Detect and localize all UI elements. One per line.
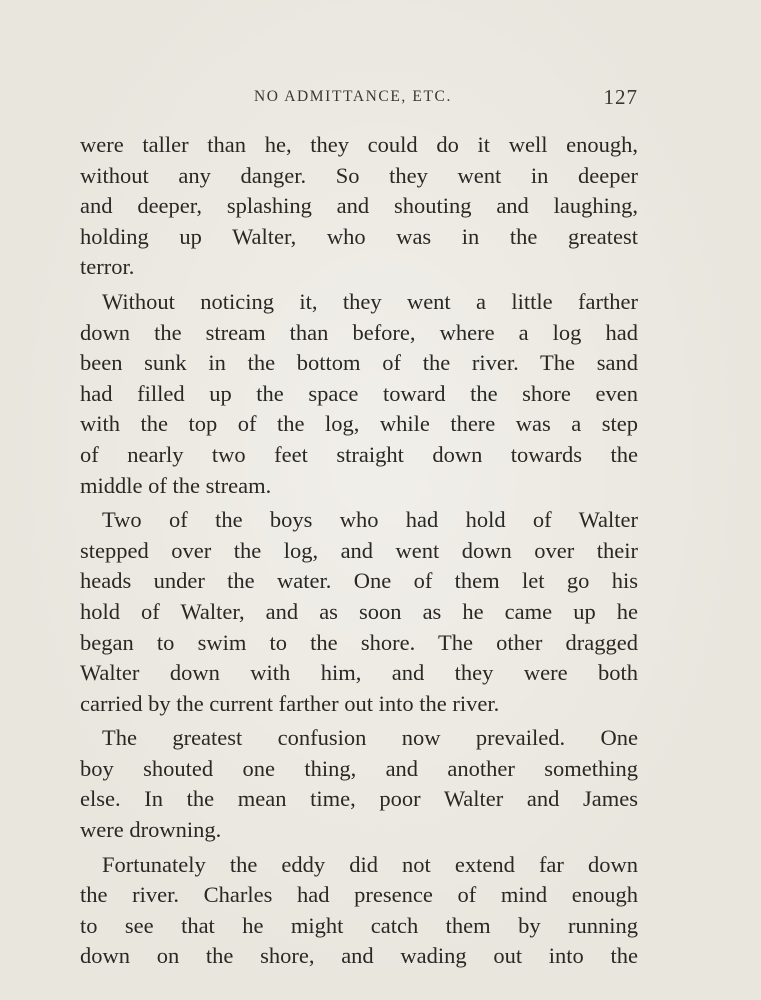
text-line: The greatest confusion now prevailed. One [102,725,638,751]
text-line: without any danger. So they went in deeper [80,162,638,188]
paragraph-4 [80,723,638,845]
paragraph-3 [80,505,638,719]
text-line: carried by the current farther out into the river. [80,690,500,716]
paragraph-5 [80,850,638,972]
text-line: and deeper, splashing and shouting and laughing, [80,193,638,219]
text-line: hold of Walter, and as soon as he came up he [80,598,638,624]
text-line: else. In the mean time, poor Walter and James [80,786,638,812]
body-text [80,130,638,972]
text-line: to see that he might catch them by running [80,912,638,938]
text-line: of nearly two feet straight down towards the [80,441,638,467]
text-line: Fortunately the eddy did not extend far down [102,851,638,877]
text-line: Two of the boys who had hold of Walter [102,507,638,533]
running-head [78,85,638,112]
text-line: holding up Walter, who was in the greatest [80,223,638,249]
text-line: down the stream than before, where a log had [80,319,638,345]
text-line: had filled up the space toward the shore even [80,380,638,406]
paragraph-1 [80,130,638,283]
text-line: down on the shore, and wading out into the [80,943,638,969]
text-line: boy shouted one thing, and another something [80,755,638,781]
text-line: terror. [80,254,135,280]
paragraph-2 [80,287,638,501]
text-line: heads under the water. One of them let go his [80,568,638,594]
text-line: stepped over the log, and went down over their [80,537,638,563]
running-title: NO ADMITTANCE, ETC. [254,88,452,105]
text-line: middle of the stream. [80,472,272,498]
text-line: Walter down with him, and they were both [80,660,638,686]
text-line: been sunk in the bottom of the river. The sand [80,350,638,376]
text-line: were taller than he, they could do it well enough, [80,132,638,157]
page-number: 127 [603,85,638,109]
text-line: the river. Charles had presence of mind enough [80,882,638,908]
text-line: Without noticing it, they went a little farther [102,288,638,314]
text-line: were drowning. [80,817,222,843]
text-line: with the top of the log, while there was a step [80,411,638,437]
text-line: began to swim to the shore. The other dragged [80,629,638,655]
